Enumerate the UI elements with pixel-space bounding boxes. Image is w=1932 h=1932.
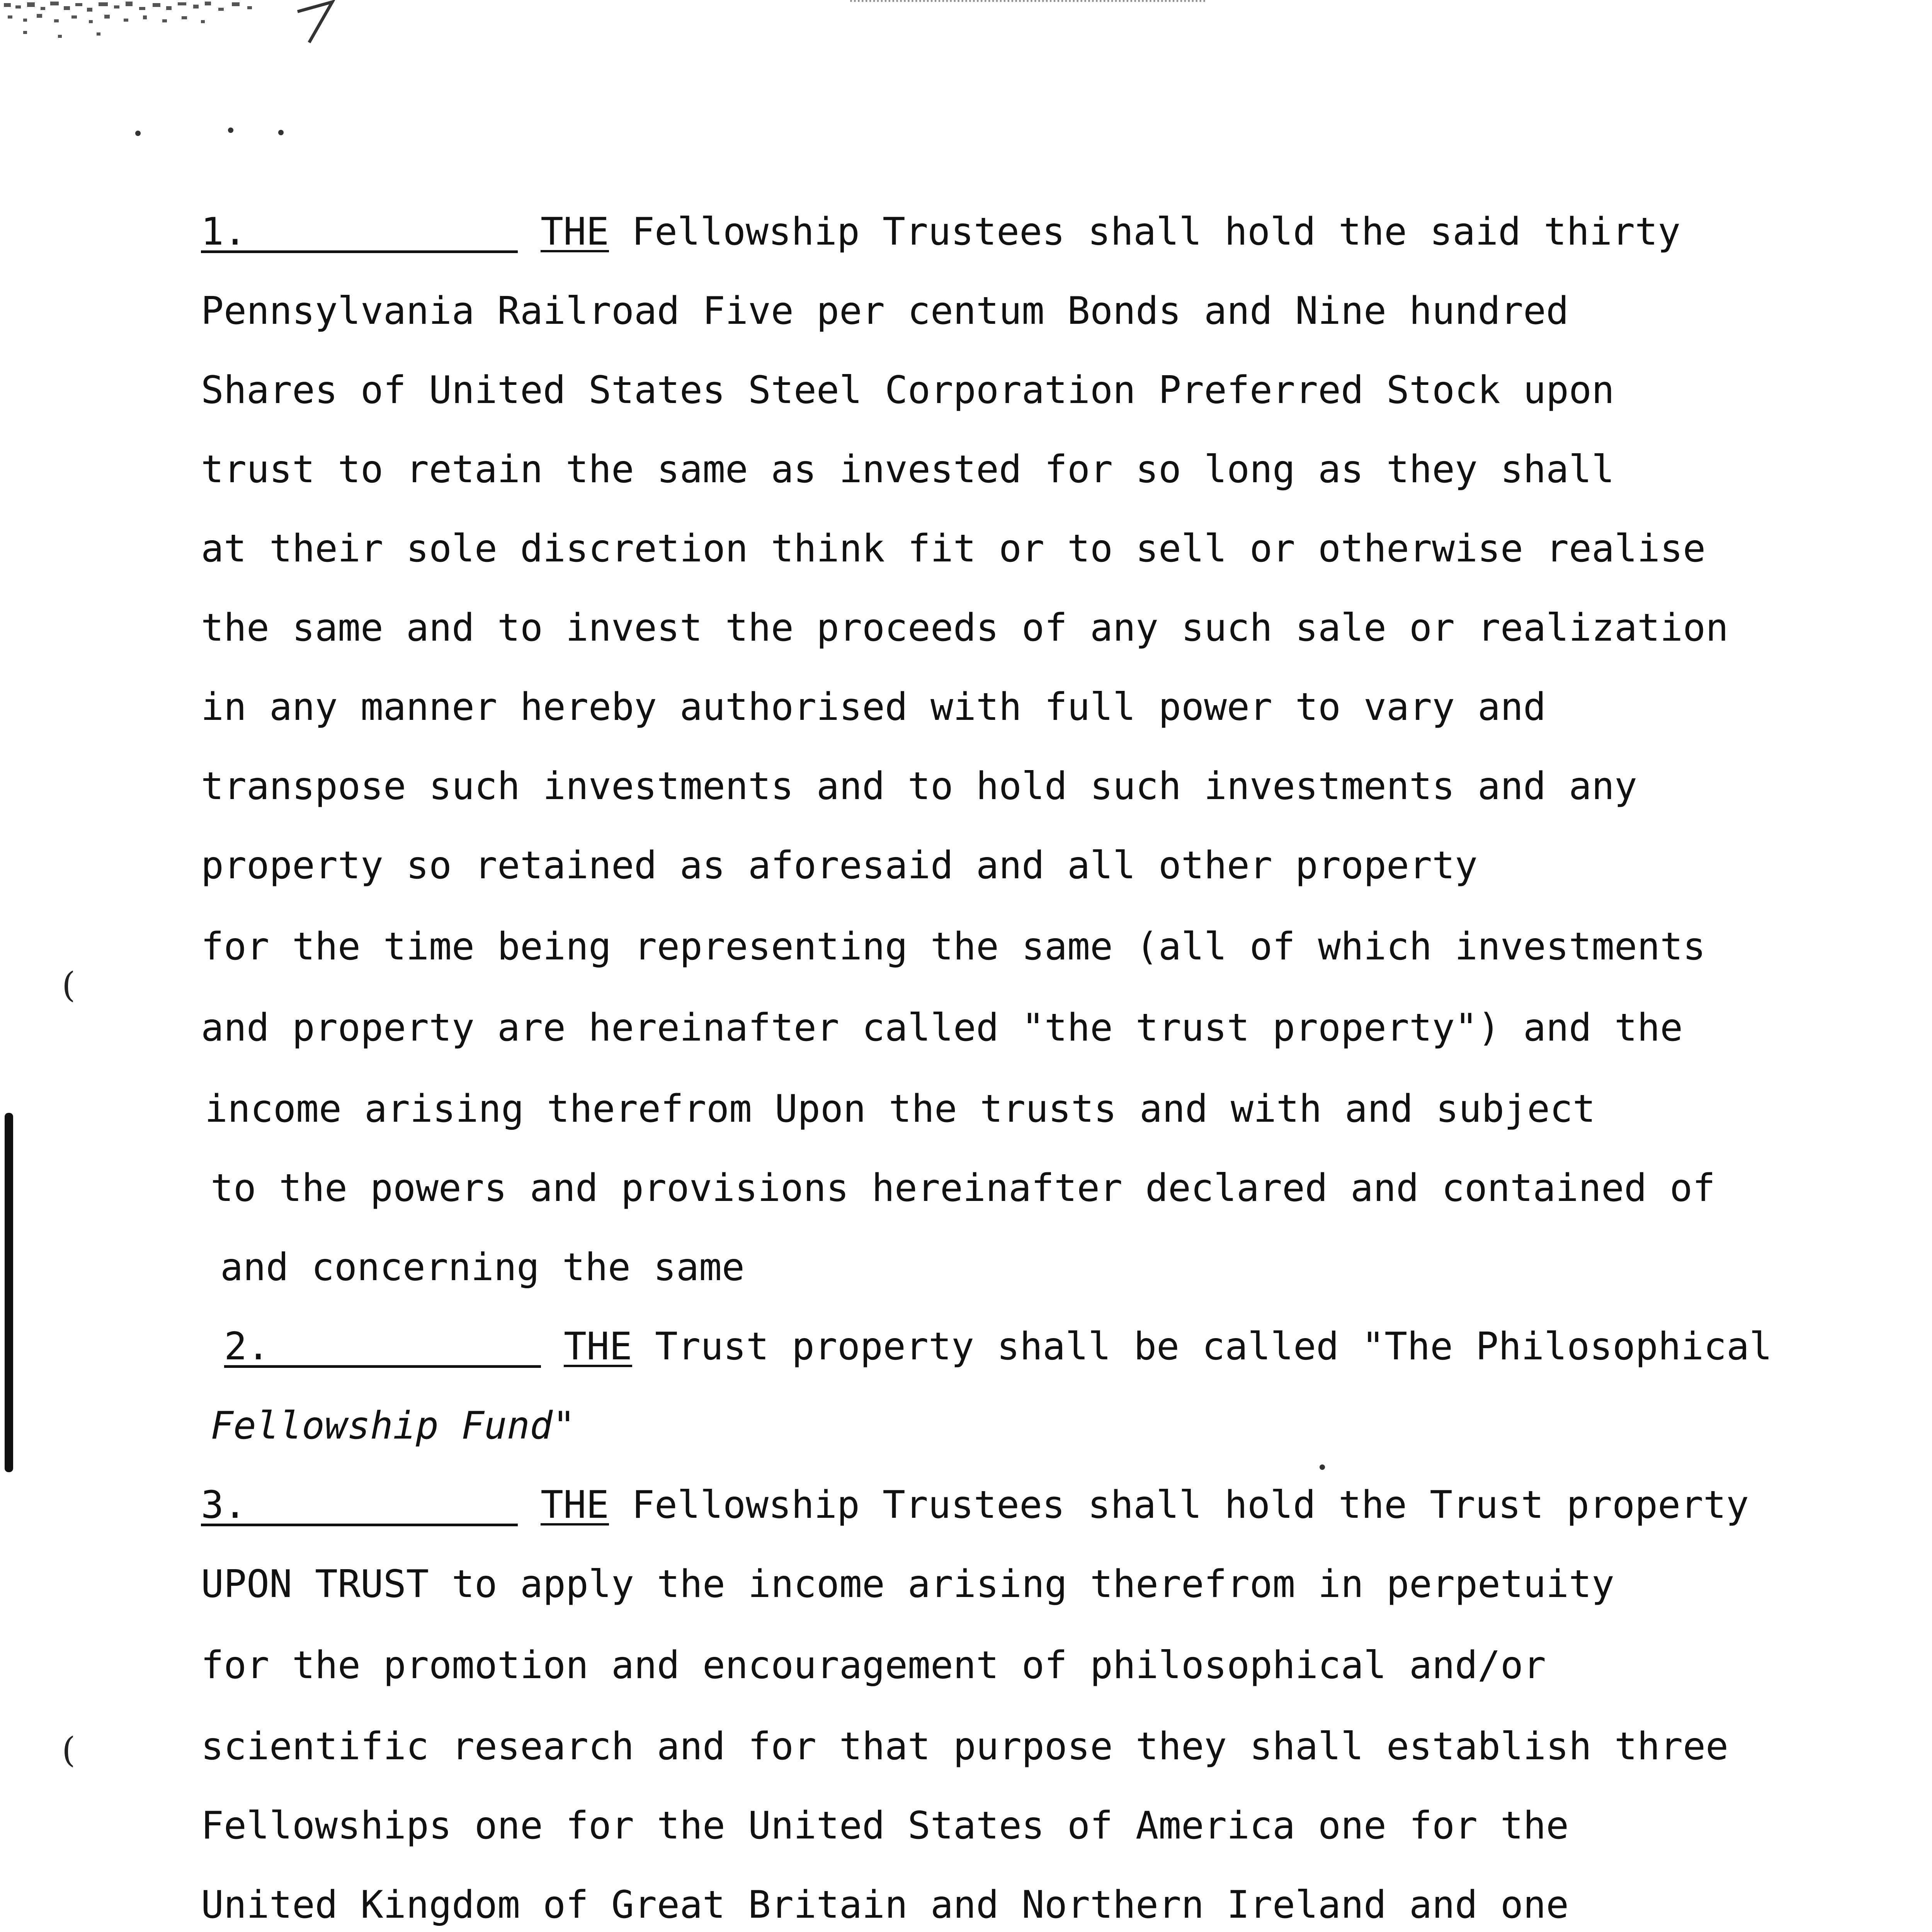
paragraph-line: UPON TRUST to apply the income arising therefrom in perpetuity bbox=[201, 1562, 1615, 1606]
paragraph-line: at their sole discretion think fit or to sell or otherwise realise bbox=[201, 527, 1706, 571]
paragraph-line: scientific research and for that purpose they shall establish three bbox=[201, 1725, 1729, 1769]
paragraph-3-first-line: 3. THE Fellowship Trustees shall hold the Trust property bbox=[201, 1483, 1749, 1527]
paragraph-2-first-line: 2. THE Trust property shall be called "The Philosophical bbox=[224, 1325, 1772, 1369]
paragraph-line: in any manner hereby authorised with full power to vary and bbox=[201, 685, 1546, 729]
paragraph-number: 2. bbox=[224, 1328, 541, 1368]
fund-name-line: Fellowship Fund" bbox=[211, 1404, 576, 1448]
margin-mark: ( bbox=[62, 965, 76, 1005]
paragraph-line: and concerning the same bbox=[220, 1245, 745, 1289]
paragraph-line: United Kingdom of Great Britain and Northern Ireland and one bbox=[201, 1883, 1569, 1927]
paragraph-lead: THE bbox=[541, 1483, 609, 1527]
paragraph-line: to the powers and provisions hereinafter declared and contained of bbox=[211, 1166, 1716, 1210]
paragraph-line: the same and to invest the proceeds of any such sale or realization bbox=[201, 606, 1729, 650]
margin-mark: ( bbox=[62, 1730, 76, 1770]
paragraph-line: trust to retain the same as invested for so long as they shall bbox=[201, 447, 1615, 492]
paragraph-line: transpose such investments and to hold such investments and any bbox=[201, 764, 1638, 808]
paragraph-line: income arising therefrom Upon the trusts and with and subject bbox=[205, 1087, 1596, 1131]
paragraph-1-first-line: 1. THE Fellowship Trustees shall hold the said thirty bbox=[201, 210, 1681, 254]
paragraph-line: Fellowships one for the United States of America one for the bbox=[201, 1804, 1569, 1848]
paragraph-lead: THE bbox=[541, 210, 609, 254]
paragraph-lead: THE bbox=[564, 1325, 633, 1369]
paragraph-number: 1. bbox=[201, 214, 518, 253]
paragraph-line: for the time being representing the same (all of which investments bbox=[201, 925, 1706, 969]
paragraph-line: Pennsylvania Railroad Five per centum Bonds and Nine hundred bbox=[201, 289, 1569, 333]
paragraph-line: Shares of United States Steel Corporation Preferred Stock upon bbox=[201, 368, 1615, 412]
paragraph-line: and property are hereinafter called "the trust property") and the bbox=[201, 1006, 1683, 1050]
paragraph-number: 3. bbox=[201, 1487, 518, 1526]
paragraph-line: for the promotion and encouragement of philosophical and/or bbox=[201, 1643, 1546, 1687]
paragraph-line: property so retained as aforesaid and all other property bbox=[201, 844, 1478, 888]
